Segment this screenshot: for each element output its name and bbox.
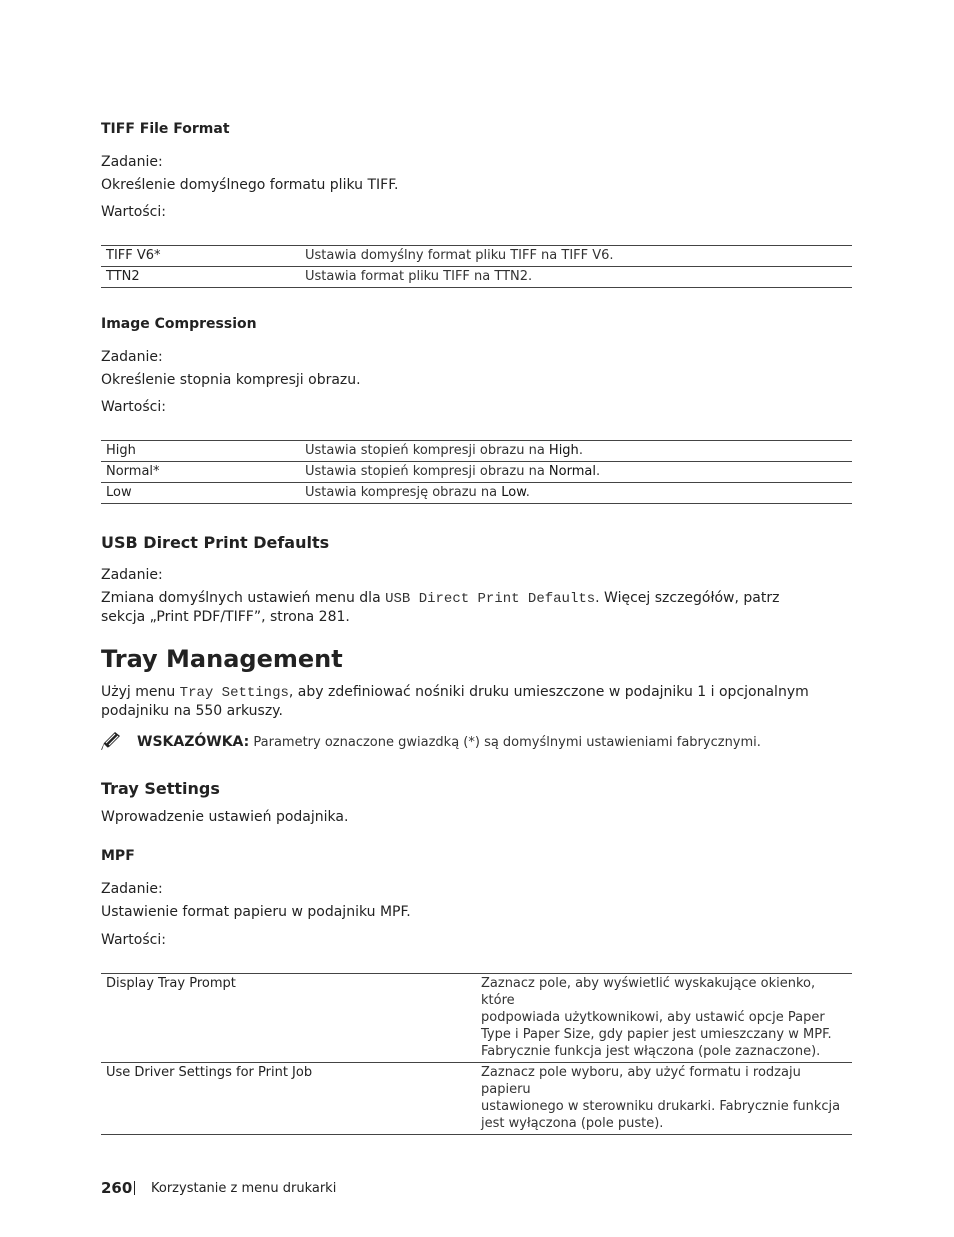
desc-value: High (548, 443, 579, 458)
value-name: Use Driver Settings for Print Job (101, 1063, 476, 1135)
desc-line: jest wyłączona (pole puste). (481, 1116, 664, 1131)
footer-divider (134, 1181, 135, 1195)
desc-line: Type i Paper Size, gdy papier jest umieszczany w MPF. (481, 1027, 832, 1042)
tray-text-pre: Użyj menu (101, 684, 180, 700)
mpf-task-label: Zadanie: (101, 881, 163, 897)
value-name: TIFF V6* (101, 246, 300, 267)
table-row (101, 462, 852, 483)
value-desc: Ustawia format pliku TIFF na TTN2. (300, 267, 852, 288)
note-text: Parametry oznaczone gwiazdką (*) są domyślnymi ustawieniami fabrycznymi. (249, 735, 761, 750)
usb-text (101, 589, 853, 626)
value-desc (300, 441, 852, 462)
value-desc: Ustawia domyślny format pliku TIFF na TIFF V6. (300, 246, 852, 267)
footer-title: Korzystanie z menu drukarki (151, 1181, 337, 1196)
mpf-values-table (101, 973, 852, 1135)
value-desc (300, 483, 852, 504)
usb-text-post: . Więcej szczegółów, patrz (595, 590, 780, 606)
tray-text (101, 683, 853, 720)
table-row (101, 1063, 852, 1135)
value-desc (476, 1063, 852, 1135)
desc-text: Ustawia stopień kompresji obrazu na (305, 443, 549, 458)
desc-line: Zaznacz pole, aby wyświetlić wyskakujące okienko, które (481, 976, 816, 1008)
tiff-task-text: Określenie domyślnego formatu pliku TIFF. (101, 177, 399, 193)
tray-settings-heading: Tray Settings (101, 779, 220, 798)
usb-heading: USB Direct Print Defaults (101, 533, 330, 552)
table-row (101, 267, 852, 288)
usb-task-label: Zadanie: (101, 567, 163, 583)
table-row (101, 483, 852, 504)
table-row (101, 441, 852, 462)
mpf-heading: MPF (101, 848, 135, 864)
desc-end: . (595, 464, 601, 479)
tiff-task-label: Zadanie: (101, 154, 163, 170)
value-name: Low (101, 483, 300, 504)
usb-text-pre: Zmiana domyślnych ustawień menu dla (101, 590, 386, 606)
desc-value: Normal (548, 464, 596, 479)
compression-task-text: Określenie stopnia kompresji obrazu. (101, 372, 361, 388)
value-name: High (101, 441, 300, 462)
tiff-values-label: Wartości: (101, 204, 166, 220)
desc-line: Fabrycznie funkcja jest włączona (pole zaznaczone). (481, 1044, 821, 1059)
value-desc (300, 462, 852, 483)
value-desc (476, 974, 852, 1063)
usb-menu-name: USB Direct Print Defaults (385, 591, 596, 607)
value-name: Display Tray Prompt (101, 974, 476, 1063)
compression-values-table (101, 440, 852, 504)
usb-text-ref: sekcja „Print PDF/TIFF”, strona 281. (101, 609, 350, 625)
desc-line: podpowiada użytkownikowi, aby ustawić opcje Paper (481, 1010, 825, 1025)
table-row (101, 974, 852, 1063)
desc-text: Ustawia stopień kompresji obrazu na (305, 464, 549, 479)
tiff-values-table (101, 245, 852, 288)
note-label: WSKAZÓWKA: (137, 734, 250, 750)
compression-task-label: Zadanie: (101, 349, 163, 365)
desc-line: Zaznacz pole wyboru, aby użyć formatu i rodzaju papieru (481, 1065, 801, 1097)
desc-text: Ustawia kompresję obrazu na (305, 485, 502, 500)
desc-line: ustawionego w sterowniku drukarki. Fabrycznie funkcja (481, 1099, 841, 1114)
desc-end: . (578, 443, 583, 458)
tray-menu-name: Tray Settings (179, 685, 289, 701)
tray-text-post: , aby zdefiniować nośniki druku umieszczone w podajniku 1 i opcjonalnym (288, 684, 809, 700)
desc-value: Low (501, 485, 526, 500)
note (137, 734, 761, 750)
value-name: Normal* (101, 462, 300, 483)
table-row (101, 246, 852, 267)
compression-values-label: Wartości: (101, 399, 166, 415)
tray-text-end: podajniku na 550 arkuszy. (101, 703, 283, 719)
tray-management-title: Tray Management (101, 645, 343, 673)
mpf-values-label: Wartości: (101, 932, 166, 948)
page-number: 260 (101, 1179, 133, 1197)
mpf-task-text: Ustawienie format papieru w podajniku MPF. (101, 904, 411, 920)
tray-settings-text: Wprowadzenie ustawień podajnika. (101, 809, 349, 825)
value-name: TTN2 (101, 267, 300, 288)
compression-heading: Image Compression (101, 316, 257, 332)
note-pencil-icon (100, 731, 122, 751)
tiff-heading: TIFF File Format (101, 121, 230, 137)
desc-end: . (525, 485, 530, 500)
